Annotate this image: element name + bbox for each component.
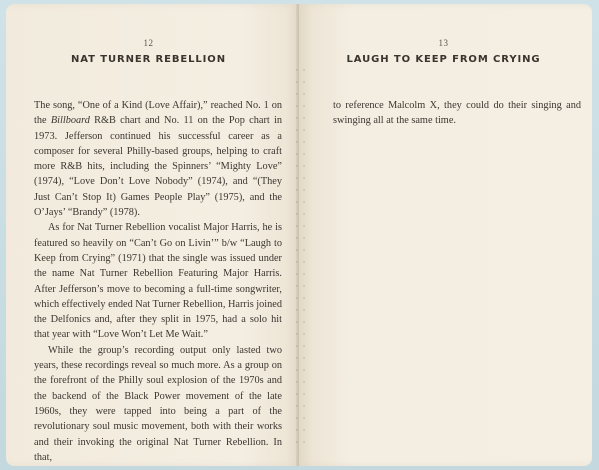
right-page [299,4,592,466]
paragraph-2: As for Nat Turner Rebellion vocalist Major Harris, he is featured so heavily on “Can’t Go on Livin’” b/w “Laugh to Keep from Crying” (1971) that the single was issued under the name Nat Turner Rebellion Featuring Major Harris. After Jefferson’s move to becoming a full-time songwriter, which effectively ended Nat Turner Rebellion, Harris joined the Delfonics and, after they split in 1975, had a solo hit that year with “Love Won’t Let Me Wait.” [34,222,283,341]
paragraph-1 [34,98,282,220]
paragraph-1-part-1: The song, “One of a Kind (Love Affair),” reached No. 1 on the [34,100,282,127]
page-number-right: 13 [438,38,449,48]
binding-perforation-right [303,64,305,444]
body-text-right [333,98,581,129]
body-text-left [34,98,282,465]
paragraph-3: While the group’s recording output only lasted two years, these recordings reveal so much more. As a group on the forefront of the Philly soul explosion of the 1970s and the backend of the Black Power movement of the late 1960s, they were tapped into being a part of the revolutionary soul music movement, both with their works and their invoking the original Nat Turner Rebellion. In that, [34,344,282,463]
running-head-left: NAT TURNER REBELLION [71,54,226,65]
paragraph-continued: to reference Malcolm X, they could do their singing and swinging all at the same time. [333,100,581,127]
paragraph-1-italic-title: Billboard [50,115,90,127]
running-head-right: LAUGH TO KEEP FROM CRYING [346,54,541,65]
left-page [6,4,299,466]
paragraph-1-part-2: R&B chart and No. 11 on the Pop chart in 1973. Jefferson continued his successful career as a composer for several Philly-based groups, helping to craft more R&B hits, including the Spinners’ “Mighty Love” (1974), “Love Don’t Love Nobody” (1974), and “(They Just Can’t Stop It) Games People Play” (1975), and the O’Jays’ “Brandy” (1978). [34,115,283,219]
page-number-left: 12 [143,38,154,48]
